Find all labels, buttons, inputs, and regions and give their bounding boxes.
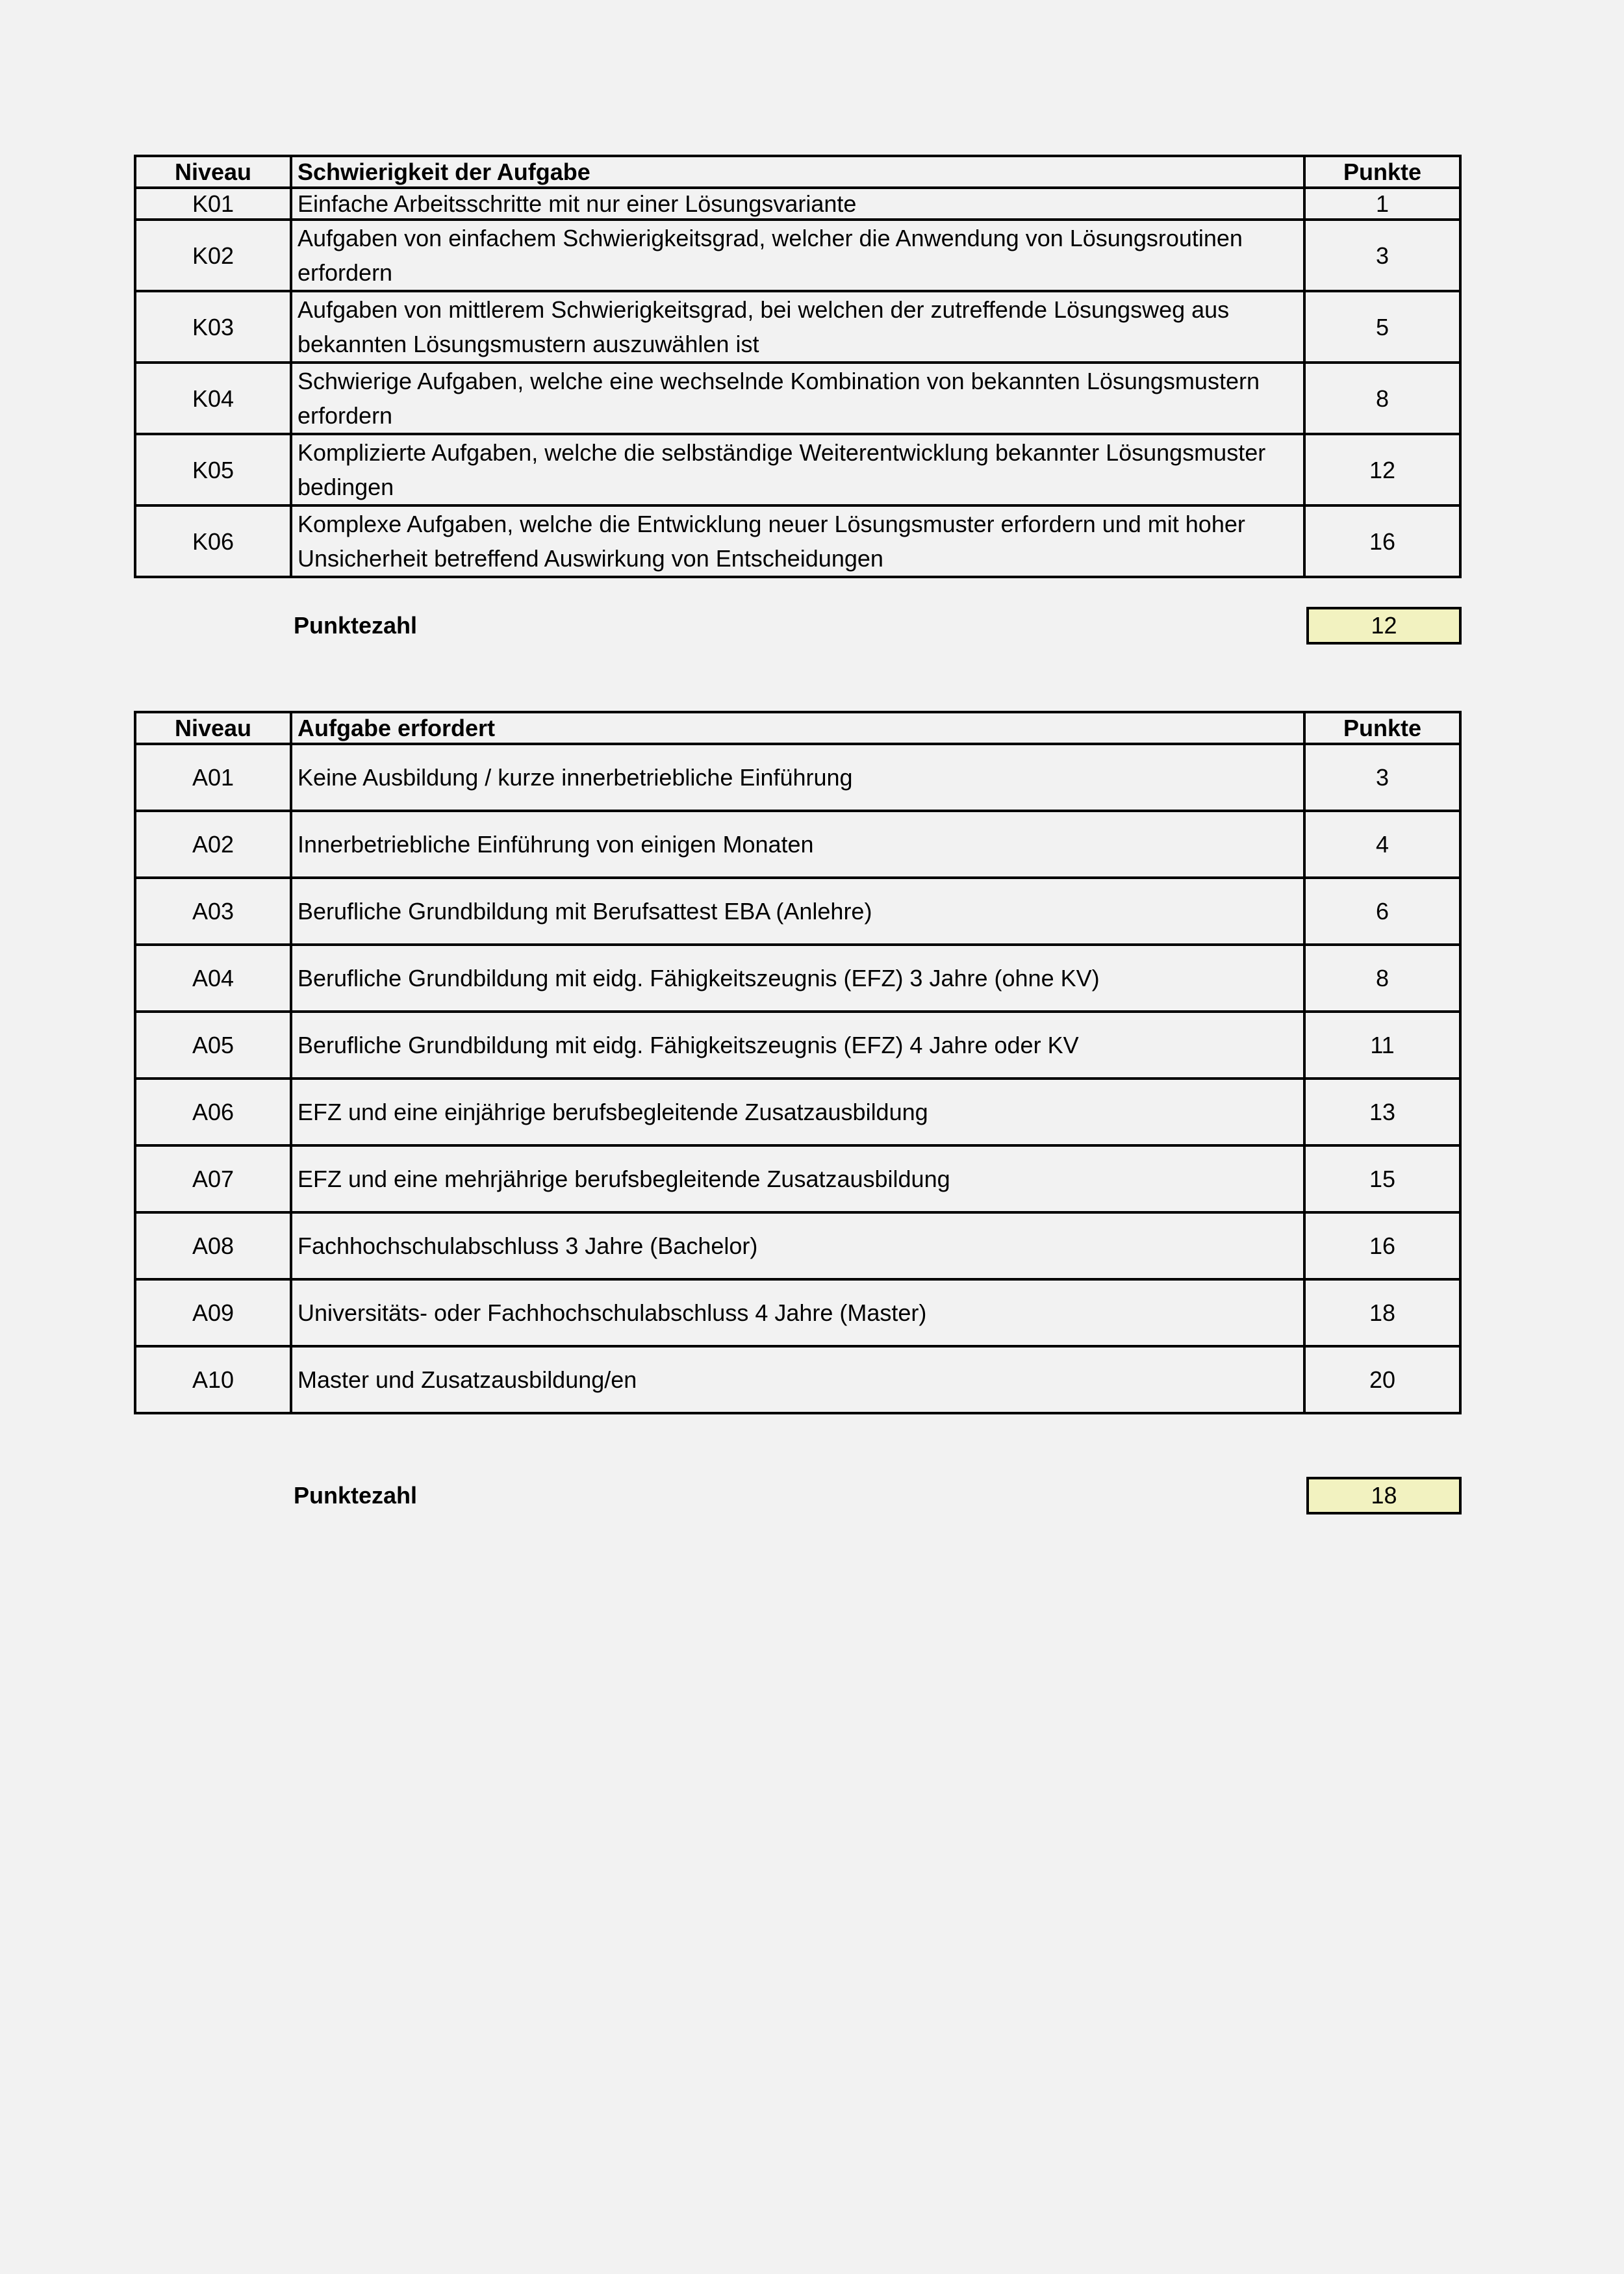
difficulty-total-value[interactable]: 12 (1306, 607, 1462, 645)
table-row (135, 1212, 1460, 1279)
cell-niveau: K05 (135, 434, 291, 505)
header-description: Aufgabe erfordert (291, 712, 1304, 744)
table-header-row (135, 712, 1460, 744)
education-total-label: Punktezahl (294, 1482, 418, 1509)
cell-points: 8 (1304, 363, 1460, 434)
table-row (135, 434, 1460, 505)
difficulty-total-label: Punktezahl (294, 612, 418, 639)
cell-points: 5 (1304, 291, 1460, 363)
header-points: Punkte (1304, 156, 1460, 188)
table-row (135, 945, 1460, 1012)
cell-description: Schwierige Aufgaben, welche eine wechselnde Kombination von bekannten Lösungsmustern erfordern (291, 363, 1304, 434)
cell-description: Universitäts- oder Fachhochschulabschluss 4 Jahre (Master) (291, 1279, 1304, 1346)
cell-description: EFZ und eine mehrjährige berufsbegleitende Zusatzausbildung (291, 1145, 1304, 1212)
cell-points: 12 (1304, 434, 1460, 505)
cell-niveau: A06 (135, 1079, 291, 1145)
table-row (135, 811, 1460, 878)
cell-niveau: A10 (135, 1346, 291, 1413)
cell-niveau: K03 (135, 291, 291, 363)
cell-description: Berufliche Grundbildung mit eidg. Fähigkeitszeugnis (EFZ) 4 Jahre oder KV (291, 1012, 1304, 1079)
cell-description: Aufgaben von mittlerem Schwierigkeitsgrad, bei welchen der zutreffende Lösungsweg aus bekannten Lösungsmustern auszuwählen ist (291, 291, 1304, 363)
cell-niveau: A07 (135, 1145, 291, 1212)
table-header-row (135, 156, 1460, 188)
cell-description: Einfache Arbeitsschritte mit nur einer Lösungsvariante (291, 188, 1304, 220)
cell-niveau: A05 (135, 1012, 291, 1079)
cell-niveau: A03 (135, 878, 291, 945)
cell-description: Innerbetriebliche Einführung von einigen Monaten (291, 811, 1304, 878)
cell-points: 18 (1304, 1279, 1460, 1346)
table-row (135, 1279, 1460, 1346)
cell-niveau: A02 (135, 811, 291, 878)
cell-points: 8 (1304, 945, 1460, 1012)
table-row (135, 878, 1460, 945)
cell-points: 20 (1304, 1346, 1460, 1413)
cell-description: Komplizierte Aufgaben, welche die selbständige Weiterentwicklung bekannter Lösungsmuster bedingen (291, 434, 1304, 505)
education-table (134, 711, 1462, 1414)
cell-niveau: A01 (135, 744, 291, 811)
cell-points: 4 (1304, 811, 1460, 878)
table-row (135, 188, 1460, 220)
difficulty-table (134, 155, 1462, 578)
cell-niveau: A09 (135, 1279, 291, 1346)
cell-points: 3 (1304, 220, 1460, 291)
cell-description: Keine Ausbildung / kurze innerbetriebliche Einführung (291, 744, 1304, 811)
cell-description: Fachhochschulabschluss 3 Jahre (Bachelor) (291, 1212, 1304, 1279)
header-points: Punkte (1304, 712, 1460, 744)
cell-niveau: A04 (135, 945, 291, 1012)
table-row (135, 744, 1460, 811)
header-description: Schwierigkeit der Aufgabe (291, 156, 1304, 188)
cell-description: Berufliche Grundbildung mit eidg. Fähigkeitszeugnis (EFZ) 3 Jahre (ohne KV) (291, 945, 1304, 1012)
cell-niveau: K02 (135, 220, 291, 291)
table-row (135, 220, 1460, 291)
cell-points: 1 (1304, 188, 1460, 220)
cell-description: Master und Zusatzausbildung/en (291, 1346, 1304, 1413)
table-row (135, 1079, 1460, 1145)
cell-niveau: A08 (135, 1212, 291, 1279)
cell-description: Aufgaben von einfachem Schwierigkeitsgrad, welcher die Anwendung von Lösungsroutinen erfordern (291, 220, 1304, 291)
cell-description: Komplexe Aufgaben, welche die Entwicklung neuer Lösungsmuster erfordern und mit hoher Unsicherheit betreffend Auswirkung von Entscheidungen (291, 505, 1304, 577)
cell-points: 13 (1304, 1079, 1460, 1145)
cell-niveau: K01 (135, 188, 291, 220)
table-row (135, 1012, 1460, 1079)
cell-points: 3 (1304, 744, 1460, 811)
table-row (135, 1145, 1460, 1212)
table-row (135, 505, 1460, 577)
cell-points: 11 (1304, 1012, 1460, 1079)
cell-points: 15 (1304, 1145, 1460, 1212)
cell-points: 6 (1304, 878, 1460, 945)
cell-points: 16 (1304, 1212, 1460, 1279)
cell-niveau: K04 (135, 363, 291, 434)
cell-description: Berufliche Grundbildung mit Berufsattest EBA (Anlehre) (291, 878, 1304, 945)
cell-description: EFZ und eine einjährige berufsbegleitende Zusatzausbildung (291, 1079, 1304, 1145)
cell-niveau: K06 (135, 505, 291, 577)
education-total-value[interactable]: 18 (1306, 1477, 1462, 1514)
table-row (135, 1346, 1460, 1413)
table-row (135, 291, 1460, 363)
table-row (135, 363, 1460, 434)
cell-points: 16 (1304, 505, 1460, 577)
header-niveau: Niveau (135, 712, 291, 744)
header-niveau: Niveau (135, 156, 291, 188)
